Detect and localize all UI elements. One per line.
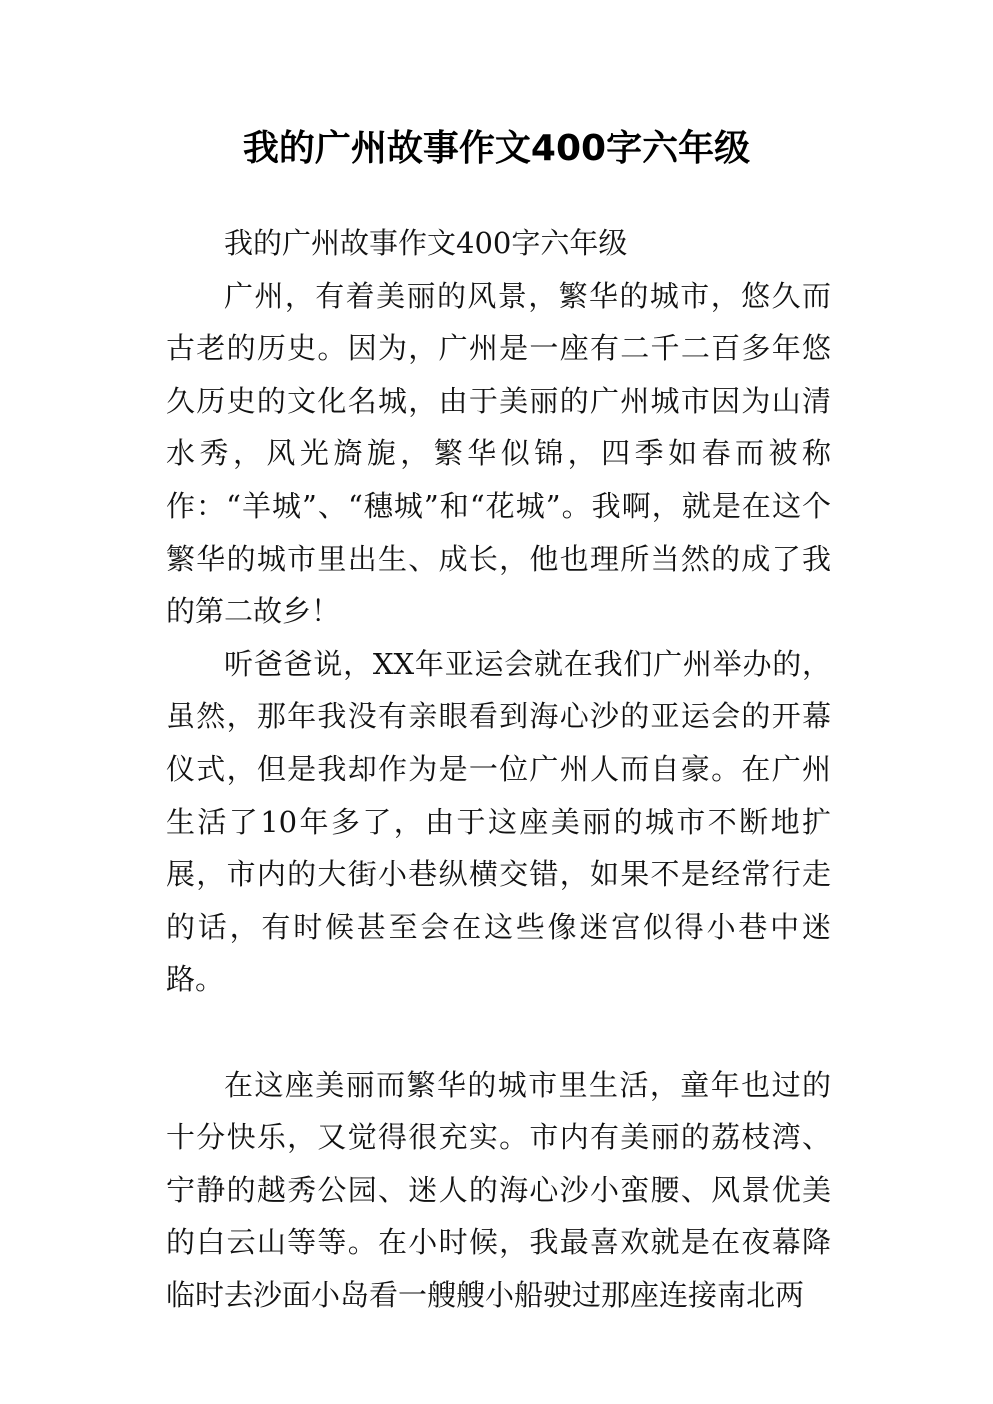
paragraph-gap xyxy=(166,1006,831,1059)
paragraph-asian-games: 听爸爸说，XX年亚运会就在我们广州举办的，虽然，那年我没有亲眼看到海心沙的亚运会的开幕仪式，但是我却作为是一位广州人而自豪。在广州生活了10年多了，由于这座美丽的城市不断地扩展，市内的大街小巷纵横交错，如果不是经常行走的话，有时候甚至会在这些像迷宫似得小巷中迷路。 xyxy=(166,646,831,997)
paragraph-heading: 我的广州故事作文400字六年级 xyxy=(224,226,628,260)
document-title: 我的广州故事作文400字六年级 xyxy=(242,128,751,169)
document-body xyxy=(166,217,831,1321)
paragraph-childhood: 在这座美丽而繁华的城市里生活，童年也过的十分快乐，又觉得很充实。市内有美丽的荔枝湾、宁静的越秀公园、迷人的海心沙小蛮腰、风景优美的白云山等等。在小时候，我最喜欢就是在夜幕降临时去沙面小岛看一艘艘小船驶过那座连接南北两 xyxy=(166,1067,831,1312)
paragraph-intro: 广州，有着美丽的风景，繁华的城市，悠久而古老的历史。因为，广州是一座有二千二百多年悠久历史的文化名城，由于美丽的广州城市因为山清水秀，风光旖旎，繁华似锦，四季如春而被称作：“羊城”、“穗城”和“花城”。我啊，就是在这个繁华的城市里出生、成长，他也理所当然的成了我的第二故乡！ xyxy=(166,278,831,629)
